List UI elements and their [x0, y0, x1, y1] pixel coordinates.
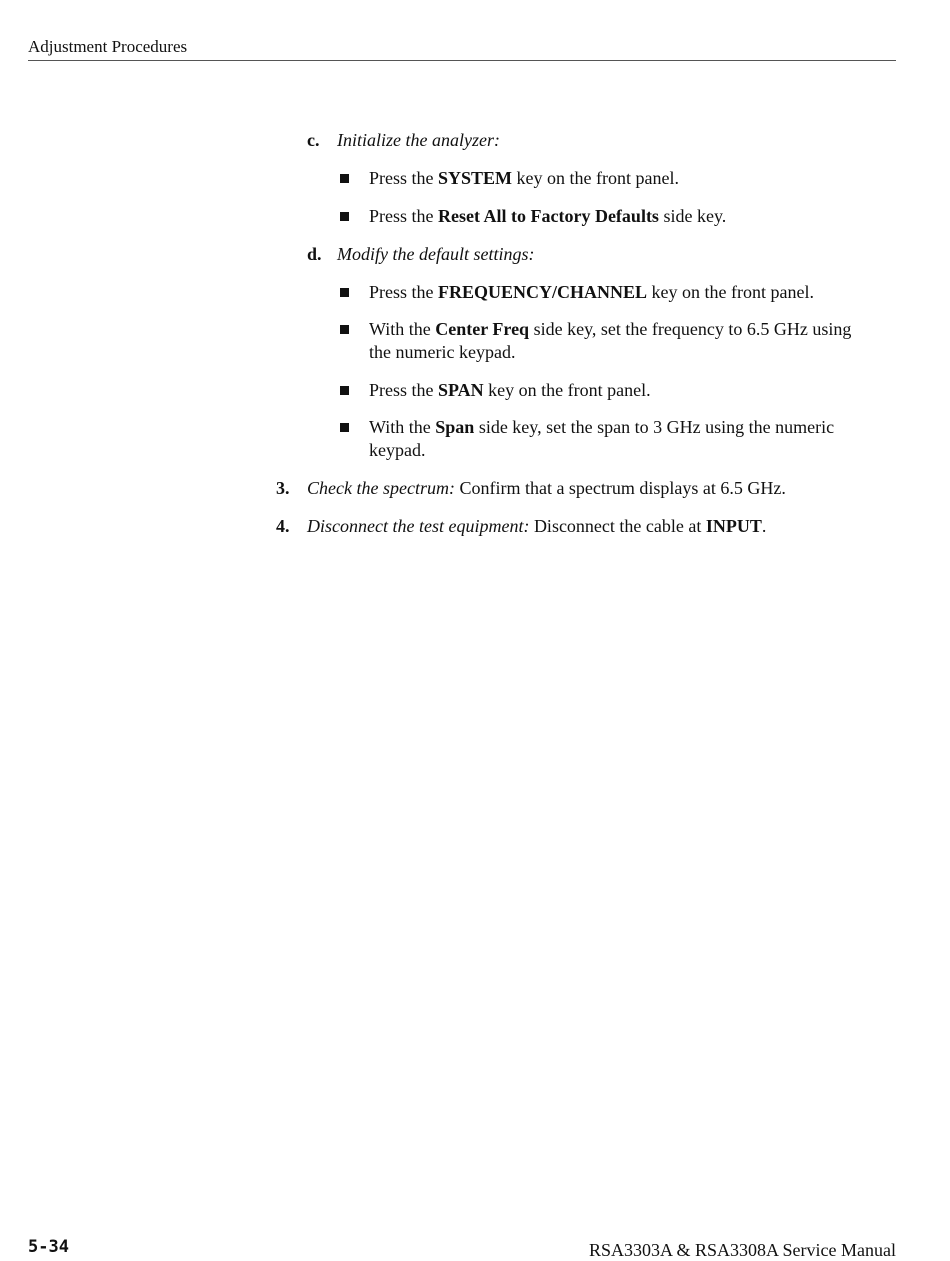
- step-4-post: .: [761, 516, 767, 536]
- key-name: INPUT: [705, 516, 762, 536]
- step-4-body: Disconnect the cable at: [529, 516, 706, 536]
- list-item: [0, 318, 950, 366]
- step-3-title: Check the spectrum:: [307, 478, 455, 498]
- bullet-text-line2: keypad.: [369, 440, 426, 460]
- bullet-post: key on the front panel.: [647, 282, 814, 302]
- key-name: SYSTEM: [438, 168, 513, 188]
- bullet-text: [369, 416, 834, 439]
- header-title: Adjustment Procedures: [28, 37, 188, 56]
- bullet-pre: With the: [369, 417, 436, 437]
- list-item: [0, 205, 950, 229]
- step-4-text: [307, 515, 766, 538]
- list-item: [0, 416, 950, 464]
- step-3-body: Confirm that a spectrum displays at 6.5 GHz.: [454, 478, 786, 498]
- step-d-label: d.: [307, 244, 322, 264]
- bullet-icon: [340, 325, 349, 334]
- bullet-icon: [340, 212, 349, 221]
- bullet-pre: Press the: [369, 380, 438, 400]
- bullet-text: [369, 281, 814, 304]
- bullet-icon: [340, 423, 349, 432]
- key-name: SPAN: [438, 380, 484, 400]
- bullet-icon: [340, 174, 349, 183]
- step-3-text: [307, 477, 786, 500]
- step-4-label: 4.: [276, 516, 290, 536]
- list-item: [0, 379, 950, 403]
- step-4-title: Disconnect the test equipment:: [307, 516, 530, 536]
- manual-title: RSA3303A & RSA3308A Service Manual: [588, 1240, 896, 1260]
- step-d: [0, 243, 950, 267]
- step-d-heading: Modify the default settings:: [337, 244, 535, 264]
- page-number: 5-34: [28, 1237, 69, 1257]
- step-3: [0, 477, 950, 501]
- bullet-text: [369, 379, 651, 402]
- bullet-post: side key, set the span to 3 GHz using the numeric: [474, 417, 835, 437]
- list-item: [0, 167, 950, 191]
- running-header: [28, 36, 896, 61]
- key-name: Center Freq: [435, 319, 530, 339]
- bullet-post: key on the front panel.: [512, 168, 679, 188]
- bullet-text: [369, 205, 726, 228]
- bullet-post: side key.: [658, 206, 727, 226]
- bullet-icon: [340, 386, 349, 395]
- step-4: [0, 515, 950, 539]
- bullet-post: key on the front panel.: [483, 380, 651, 400]
- list-item: [0, 281, 950, 305]
- step-3-label: 3.: [276, 478, 290, 498]
- step-c-label: c.: [307, 130, 320, 150]
- bullet-icon: [340, 288, 349, 297]
- bullet-pre: Press the: [369, 282, 438, 302]
- bullet-text-line2: the numeric keypad.: [369, 342, 516, 362]
- bullet-text: [369, 318, 851, 341]
- step-c: [0, 129, 950, 153]
- bullet-text: [369, 167, 679, 190]
- key-name: Reset All to Factory Defaults: [438, 206, 659, 226]
- bullet-pre: Press the: [369, 168, 438, 188]
- key-name: Span: [435, 417, 475, 437]
- step-c-heading: Initialize the analyzer:: [337, 130, 500, 150]
- bullet-pre: With the: [369, 319, 436, 339]
- bullet-pre: Press the: [369, 206, 438, 226]
- bullet-post: side key, set the frequency to 6.5 GHz using: [529, 319, 852, 339]
- key-name: FREQUENCY/CHANNEL: [438, 282, 648, 302]
